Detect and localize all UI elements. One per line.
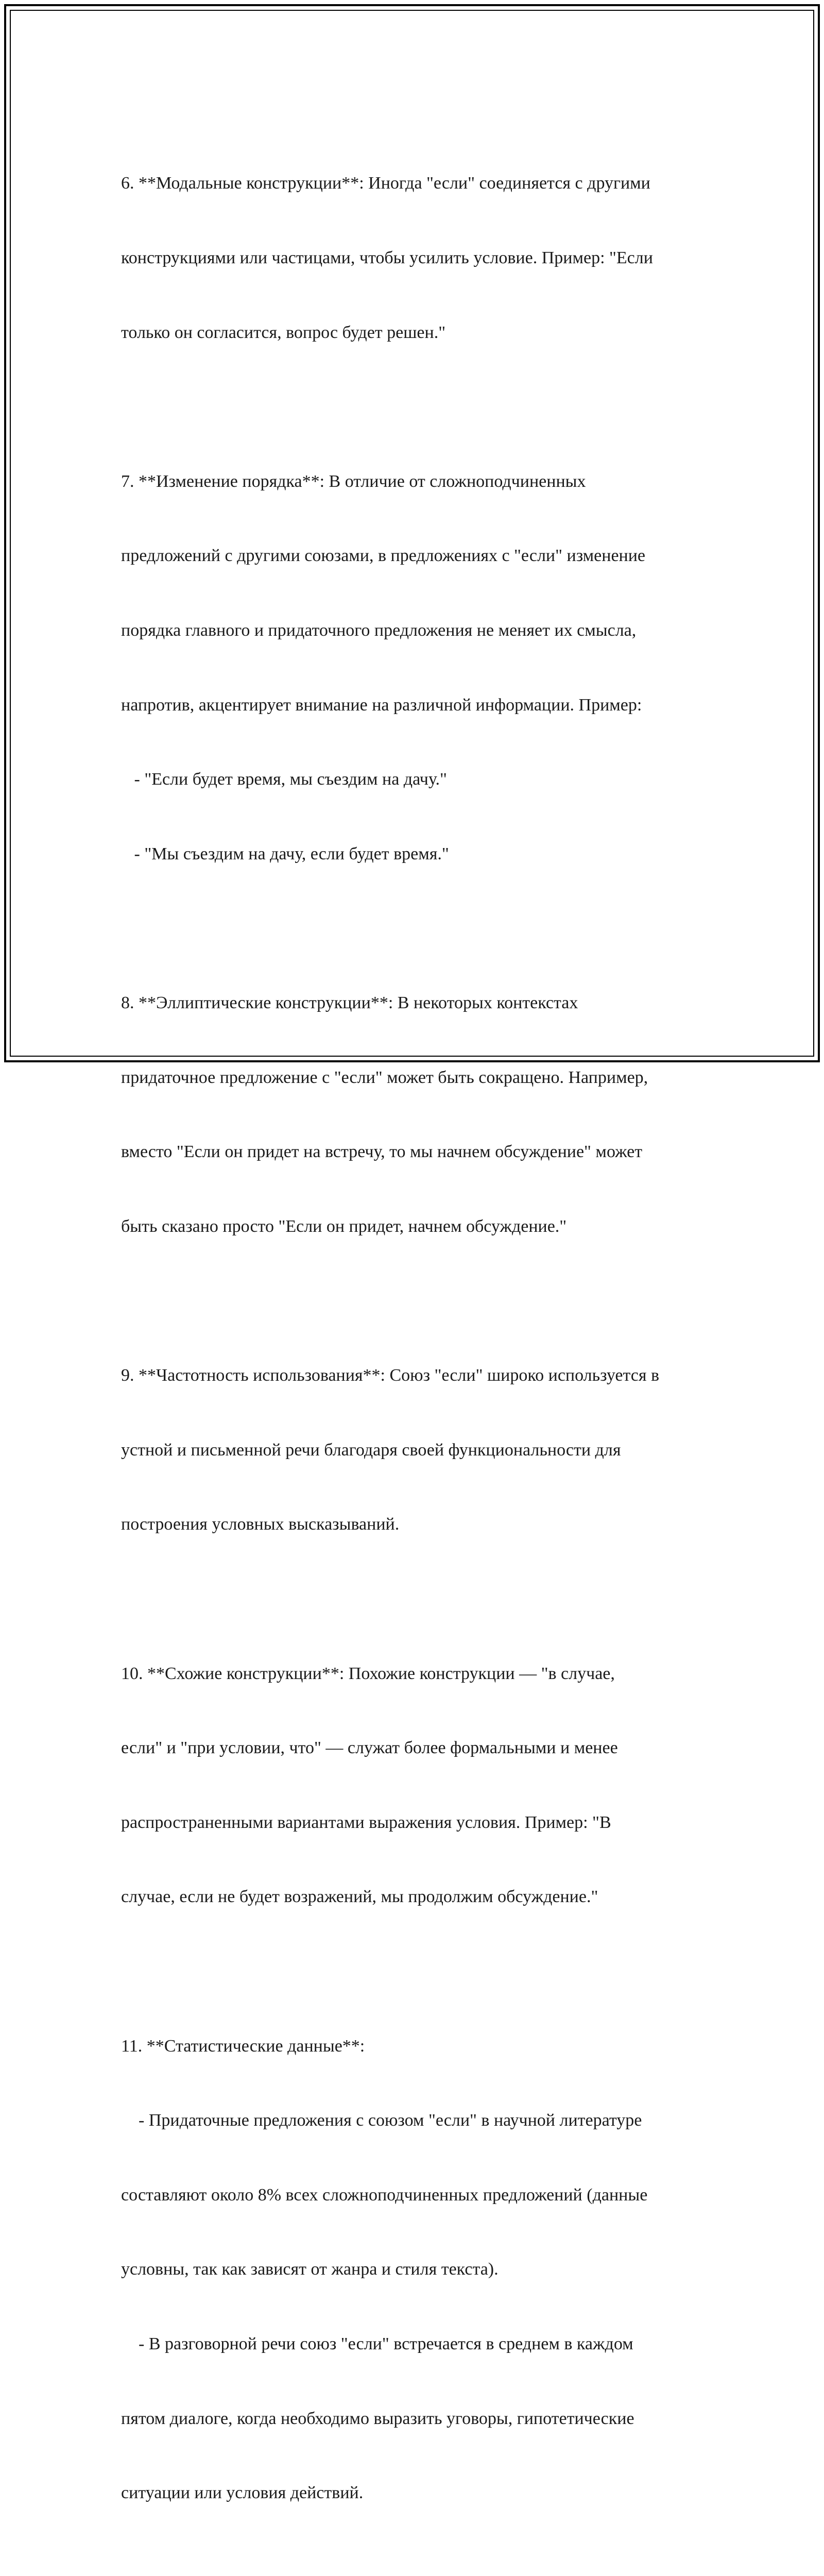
text-line: распространенными вариантами выражения условия. Пример: "В bbox=[121, 1812, 611, 1832]
text-line: напротив, акцентирует внимание на различной информации. Пример: bbox=[121, 695, 642, 715]
example-bullet: - "Мы съездим на дачу, если будет время." bbox=[121, 844, 449, 863]
text-line: придаточное предложение с "если" может быть сокращено. Например, bbox=[121, 1067, 648, 1087]
text-line: порядка главного и придаточного предложения не меняет их смысла, bbox=[121, 621, 637, 640]
text-line: условны, так как зависят от жанра и стиля текста). bbox=[121, 2260, 499, 2279]
item-10-similar-constructions bbox=[121, 1612, 718, 1959]
text-line: 8. **Эллиптические конструкции**: В некоторых контекстах bbox=[121, 993, 578, 1013]
text-line: построения условных высказываний. bbox=[121, 1515, 400, 1534]
item-9-usage-frequency bbox=[121, 1314, 718, 1587]
text-line: ситуации или условия действий. bbox=[121, 2483, 364, 2503]
text-line: 7. **Изменение порядка**: В отличие от сложноподчиненных bbox=[121, 471, 586, 491]
document-body bbox=[121, 122, 718, 2576]
text-line: 9. **Частотность использования**: Союз "если" широко используется в bbox=[121, 1366, 660, 1385]
item-6-modal-constructions bbox=[121, 122, 718, 395]
text-line: предложений с другими союзами, в предложениях с "если" изменение bbox=[121, 546, 646, 566]
item-11-statistics bbox=[121, 1984, 718, 2555]
text-line: если" и "при условии, что" — служат более формальными и менее bbox=[121, 1738, 618, 1758]
text-line: составляют около 8% всех сложноподчиненных предложений (данные bbox=[121, 2185, 648, 2205]
item-7-order-change bbox=[121, 419, 718, 916]
text-line: только он согласится, вопрос будет решен." bbox=[121, 323, 446, 342]
text-line: 10. **Схожие конструкции**: Похожие конструкции — "в случае, bbox=[121, 1664, 615, 1683]
text-line: пятом диалоге, когда необходимо выразить уговоры, гипотетические bbox=[121, 2409, 634, 2428]
text-line: случае, если не будет возражений, мы продолжим обсуждение." bbox=[121, 1887, 598, 1907]
text-line: 6. **Модальные конструкции**: Иногда "если" соединяется с другими bbox=[121, 174, 650, 193]
item-8-elliptical-constructions bbox=[121, 941, 718, 1289]
text-line: быть сказано просто "Если он придет, начнем обсуждение." bbox=[121, 1216, 567, 1236]
text-line: 11. **Статистические данные**: bbox=[121, 2036, 365, 2056]
text-line: конструкциями или частицами, чтобы усилить условие. Пример: "Если bbox=[121, 248, 653, 268]
example-bullet: - "Если будет время, мы съездим на дачу." bbox=[121, 770, 447, 789]
statistic-bullet: - Придаточные предложения с союзом "если" в научной литературе bbox=[121, 2111, 642, 2130]
statistic-bullet: - В разговорной речи союз "если" встречается в среднем в каждом bbox=[121, 2334, 633, 2353]
text-line: устной и письменной речи благодаря своей функциональности для bbox=[121, 1440, 621, 1460]
text-line: вместо "Если он придет на встречу, то мы начнем обсуждение" может bbox=[121, 1142, 643, 1162]
